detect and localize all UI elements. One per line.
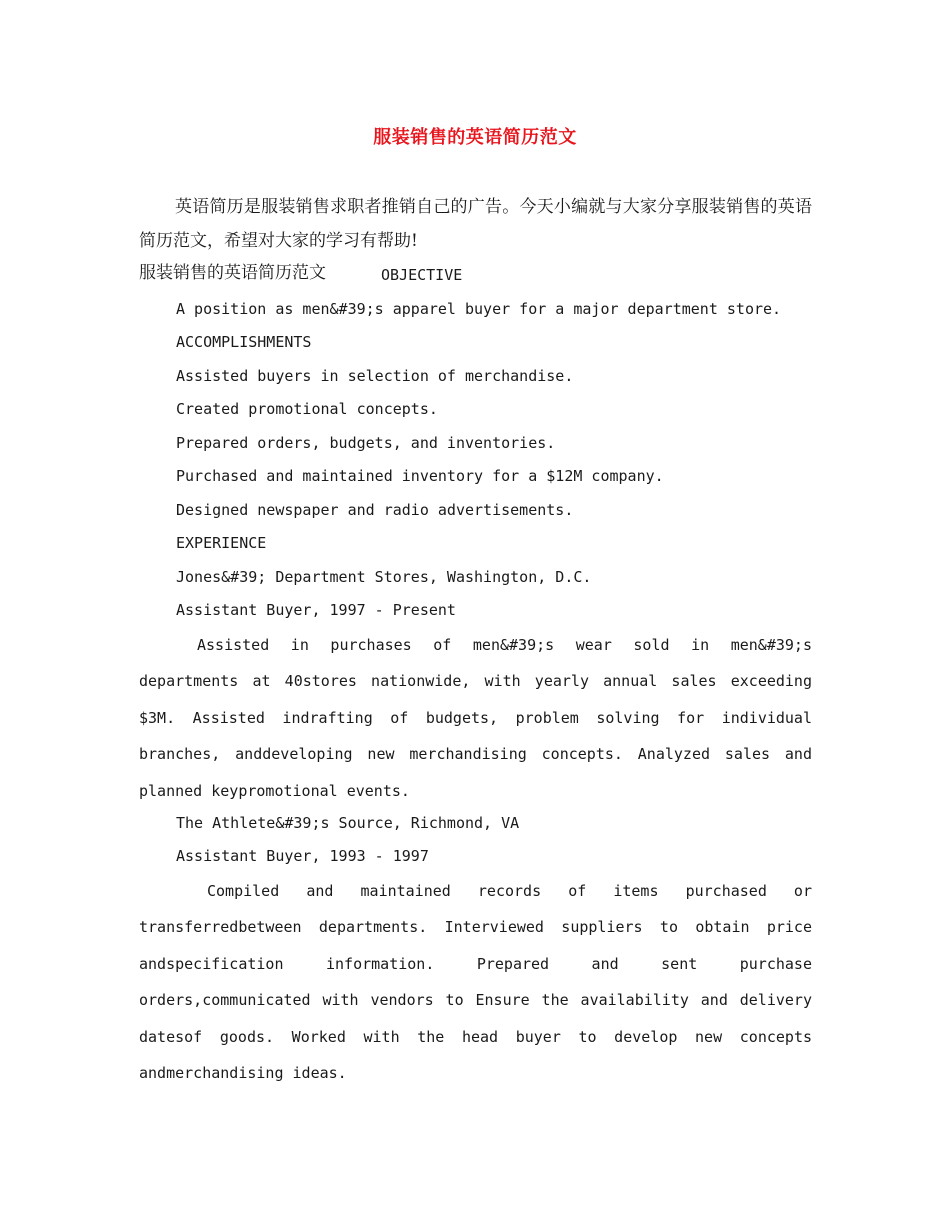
objective-text: A position as men&#39;s apparel buyer for a major department store. bbox=[176, 300, 782, 318]
accomplishment-item: Designed newspaper and radio advertisements. bbox=[176, 501, 574, 519]
heading-cn: 服装销售的英语简历范文 bbox=[139, 263, 326, 283]
job-description: Compiled and maintained records of items purchased or transferredbetween departments. Interviewed suppliers to obtain price andspecification information. Prepared and sent purchase orders,communicated with vendors to Ensure the availability and delivery datesof goods. Worked with the head buyer to develop new concepts andmerchandising ideas. bbox=[139, 882, 812, 1083]
document-title: 服装销售的英语简历范文 bbox=[373, 127, 577, 148]
objective-label: OBJECTIVE bbox=[381, 266, 463, 284]
accomplishment-item: Prepared orders, budgets, and inventories. bbox=[176, 434, 556, 452]
accomplishment-item: Created promotional concepts. bbox=[176, 400, 438, 418]
accomplishment-item: Assisted buyers in selection of merchandise. bbox=[176, 367, 574, 385]
accomplishment-item: Purchased and maintained inventory for a $12M company. bbox=[176, 467, 664, 485]
accomplishments-label: ACCOMPLISHMENTS bbox=[176, 333, 312, 351]
job-employer: Jones&#39; Department Stores, Washington, D.C. bbox=[176, 568, 592, 586]
job-position: Assistant Buyer, 1993 - 1997 bbox=[176, 847, 429, 865]
experience-label: EXPERIENCE bbox=[176, 534, 267, 552]
job-employer: The Athlete&#39;s Source, Richmond, VA bbox=[176, 814, 520, 832]
job-position: Assistant Buyer, 1997 - Present bbox=[176, 601, 456, 619]
intro-paragraph: 英语简历是服装销售求职者推销自己的广告。今天小编就与大家分享服装销售的英语简历范文，希望对大家的学习有帮助! bbox=[139, 197, 812, 251]
job-description: Assisted in purchases of men&#39;s wear sold in men&#39;s departments at 40stores nationwide, with yearly annual sales exceeding $3M. Assisted indrafting of budgets, problem solving for individual branches, anddeveloping new merchandising concepts. Analyzed sales and planned keypromotional events. bbox=[139, 636, 812, 800]
